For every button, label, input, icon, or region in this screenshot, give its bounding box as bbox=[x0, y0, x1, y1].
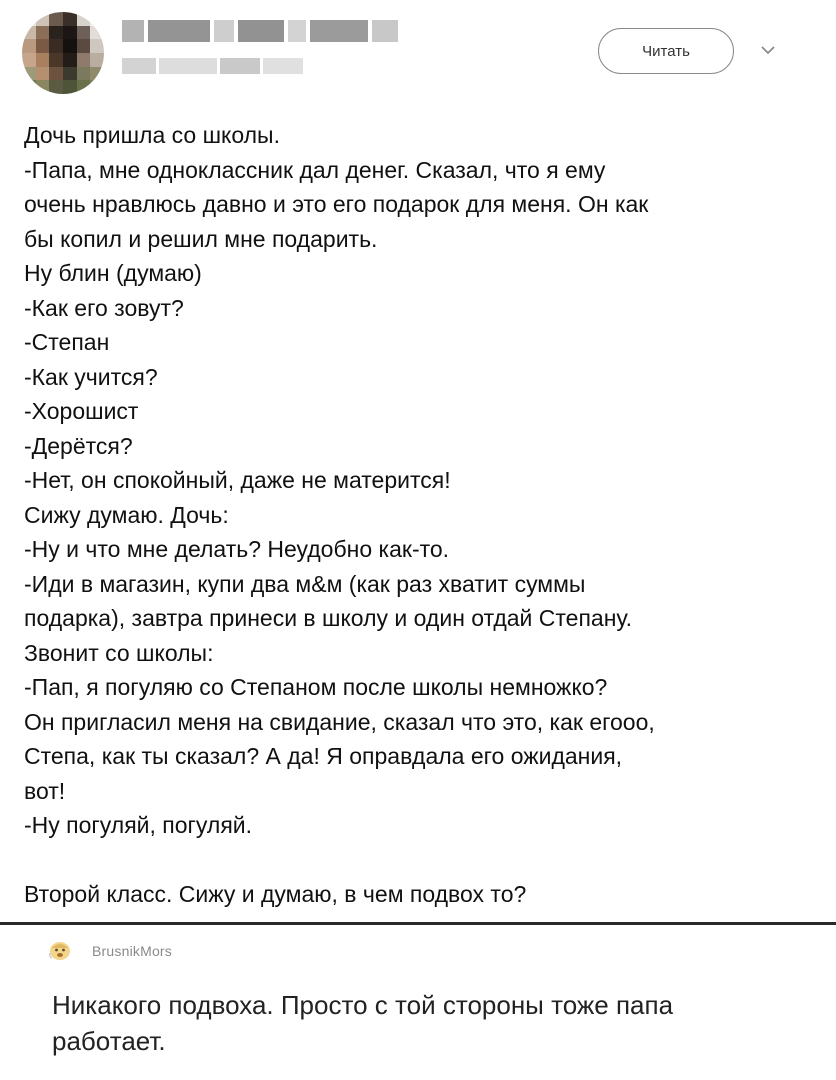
comment-text bbox=[52, 987, 812, 1059]
author-handle-blurred bbox=[122, 58, 303, 74]
author-name-blurred[interactable] bbox=[122, 20, 398, 42]
text-line: подарка), завтра принеси в школу и один отдай Степану. bbox=[24, 605, 633, 631]
text-line: -Ну погуляй, погуляй. bbox=[24, 812, 253, 838]
text-line: -Хорошист bbox=[24, 398, 139, 424]
follow-button[interactable] bbox=[598, 28, 734, 74]
text-line: -Папа, мне одноклассник дал денег. Сказал, что я ему bbox=[24, 156, 606, 183]
chevron-down-icon[interactable] bbox=[760, 44, 776, 56]
text-line: -Степан bbox=[24, 329, 110, 355]
text-line: Звонит со школы: bbox=[24, 639, 214, 666]
text-line: -Как учится? bbox=[24, 363, 158, 390]
author-avatar[interactable] bbox=[22, 12, 104, 94]
text-line: бы копил и решил мне подарить. bbox=[24, 225, 378, 252]
follow-button-label: Читать bbox=[642, 42, 690, 60]
text-line: Степа, как ты сказал? А да! Я оправдала его ожидания, bbox=[24, 743, 623, 769]
text-line: Он пригласил меня на свидание, сказал что это, как егооо, bbox=[24, 708, 655, 735]
text-line: -Ну и что мне делать? Неудобно как-то. bbox=[24, 536, 450, 562]
text-line bbox=[24, 843, 814, 878]
text-line: Сижу думаю. Дочь: bbox=[24, 501, 229, 528]
text-line: -Иди в магазин, купи два м&м (как раз хватит суммы bbox=[24, 570, 586, 597]
text-line: работает. bbox=[52, 1026, 166, 1056]
text-line: Никакого подвоха. Просто с той стороны тоже папа bbox=[52, 990, 674, 1020]
text-line: Ну блин (думаю) bbox=[24, 260, 202, 286]
text-line: Дочь пришла со школы. bbox=[24, 122, 280, 148]
text-line: вот! bbox=[24, 777, 66, 804]
text-line: -Нет, он спокойный, даже не матерится! bbox=[24, 467, 451, 493]
text-line: Второй класс. Сижу и думаю, в чем подвох то? bbox=[24, 881, 527, 907]
text-line: -Пап, я погуляю со Степаном после школы немножко? bbox=[24, 674, 608, 700]
emoji-avatar-icon[interactable] bbox=[48, 939, 72, 961]
tweet-text bbox=[24, 118, 814, 912]
text-line: -Дерётся? bbox=[24, 432, 133, 459]
text-line: очень нравлюсь давно и это его подарок для меня. Он как bbox=[24, 191, 649, 217]
comment bbox=[0, 925, 836, 1080]
author-handle bbox=[122, 58, 156, 74]
text-line: -Как его зовут? bbox=[24, 294, 184, 321]
comment-author[interactable]: BrusnikMors bbox=[92, 943, 172, 959]
author-name bbox=[122, 20, 144, 42]
